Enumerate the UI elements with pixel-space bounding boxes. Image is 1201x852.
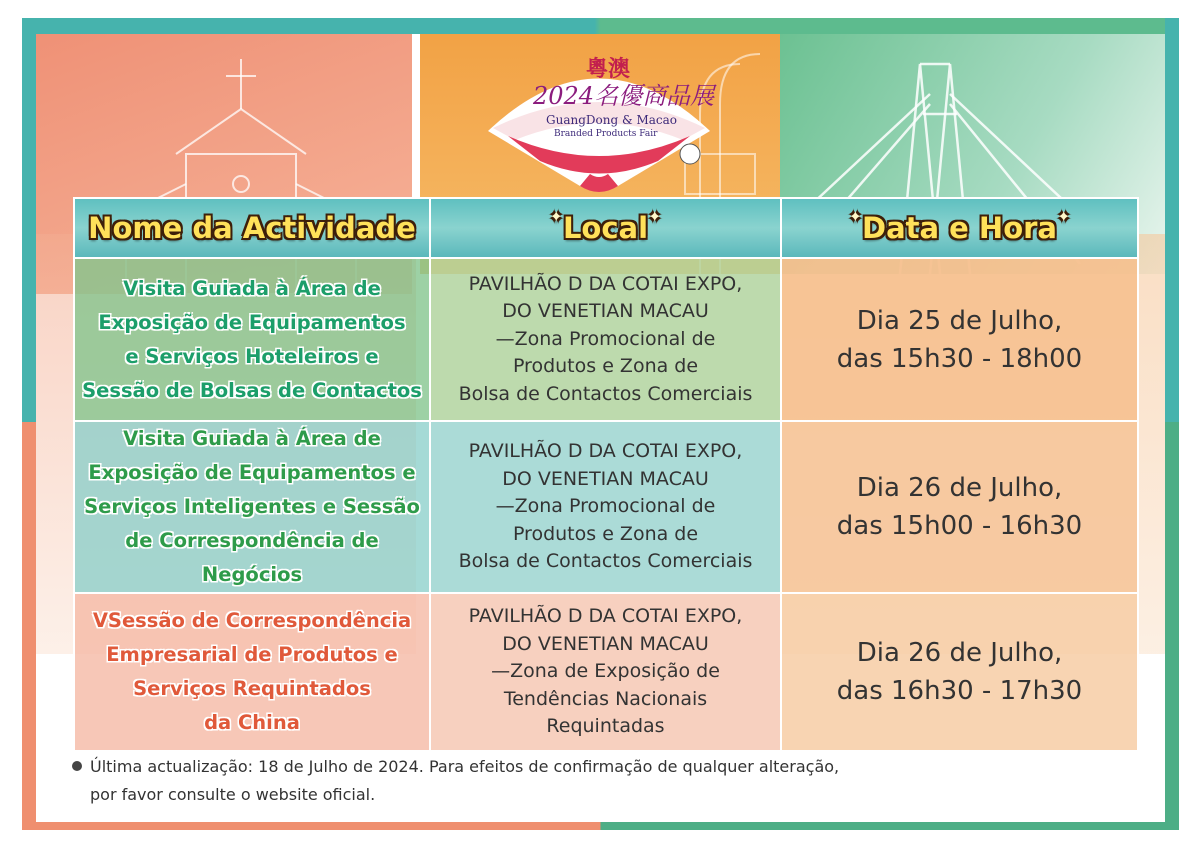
location-line: —Zona Promocional de bbox=[495, 495, 716, 518]
logo-cn-main: 2024名優商品展 bbox=[533, 82, 715, 110]
schedule-table bbox=[73, 197, 1139, 752]
activity-line: Visita Guiada à Área de bbox=[123, 427, 381, 450]
sparkle-icon: ✦ bbox=[1057, 207, 1071, 226]
location-cell bbox=[430, 421, 781, 593]
activity-line: Serviços Requintados bbox=[133, 677, 371, 700]
sparkle-icon: ✦ bbox=[648, 207, 662, 226]
location-cell bbox=[430, 258, 781, 421]
footnote bbox=[72, 753, 972, 809]
location-line: Requintadas bbox=[546, 715, 665, 738]
activity-line: e Serviços Hoteleiros e bbox=[125, 344, 379, 368]
activity-line: de Correspondência de Negócios bbox=[125, 529, 379, 586]
activity-cell bbox=[74, 258, 430, 421]
location-line: —Zona de Exposição de bbox=[491, 660, 720, 683]
location-line: DO VENETIAN MACAU bbox=[502, 300, 709, 323]
location-line: PAVILHÃO D DA COTAI EXPO, bbox=[468, 440, 743, 463]
footnote-line: por favor consulte o website oficial. bbox=[90, 785, 376, 804]
table-header-row bbox=[74, 198, 1138, 258]
activity-line: Visita Guiada à Área de bbox=[123, 276, 381, 300]
location-line: Produtos e Zona de bbox=[512, 355, 699, 378]
sparkle-icon: ✦ bbox=[549, 207, 563, 226]
activity-line: Serviços Inteligentes e Sessão bbox=[84, 495, 420, 518]
logo-en-line2: Branded Products Fair bbox=[554, 129, 658, 139]
activity-cell bbox=[74, 421, 430, 593]
location-line: Produtos e Zona de bbox=[512, 522, 699, 545]
location-line: Tendências Nacionais bbox=[503, 687, 708, 710]
date-line: das 16h30 - 17h30 bbox=[836, 676, 1083, 706]
activity-line: Exposição de Equipamentos bbox=[98, 310, 406, 334]
sparkle-icon: ✦ bbox=[848, 207, 862, 226]
activity-line: Empresarial de Produtos e bbox=[106, 643, 398, 666]
activity-cell bbox=[74, 593, 430, 751]
frame-left-border bbox=[22, 18, 36, 826]
header-date: ✦Data e Hora✦ bbox=[781, 198, 1138, 258]
frame-bottom-border bbox=[22, 822, 1179, 830]
location-line: Bolsa de Contactos Comerciais bbox=[458, 550, 753, 573]
date-line: Dia 26 de Julho, bbox=[856, 473, 1063, 503]
location-cell bbox=[430, 593, 781, 751]
logo-cn-top: 粵澳 bbox=[586, 56, 631, 82]
date-cell bbox=[781, 421, 1138, 593]
bullet-icon bbox=[72, 761, 82, 771]
fair-logo bbox=[468, 36, 730, 194]
table-row bbox=[74, 593, 1138, 751]
fan-logo-graphic bbox=[468, 36, 730, 194]
header-activity: Nome da Actividade bbox=[74, 198, 430, 258]
location-line: DO VENETIAN MACAU bbox=[502, 467, 709, 490]
header-location: ✦Local✦ bbox=[430, 198, 781, 258]
frame-top-border bbox=[22, 18, 1179, 34]
activity-line: VSessão de Correspondência bbox=[92, 609, 412, 632]
activity-line: Sessão de Bolsas de Contactos bbox=[82, 378, 422, 402]
frame-right-border bbox=[1165, 18, 1179, 826]
activity-line: da China bbox=[204, 711, 300, 734]
date-line: das 15h30 - 18h00 bbox=[836, 343, 1083, 374]
date-cell bbox=[781, 258, 1138, 421]
date-cell bbox=[781, 593, 1138, 751]
location-line: PAVILHÃO D DA COTAI EXPO, bbox=[468, 272, 743, 295]
location-line: DO VENETIAN MACAU bbox=[502, 632, 709, 655]
table-row bbox=[74, 421, 1138, 593]
date-line: Dia 25 de Julho, bbox=[856, 305, 1063, 336]
logo-en-line1: GuangDong & Macao bbox=[546, 113, 677, 127]
location-line: Bolsa de Contactos Comerciais bbox=[458, 382, 753, 405]
activity-line: Exposição de Equipamentos e bbox=[88, 461, 416, 484]
location-line: PAVILHÃO D DA COTAI EXPO, bbox=[468, 605, 743, 628]
date-line: Dia 26 de Julho, bbox=[856, 638, 1063, 668]
location-line: —Zona Promocional de bbox=[495, 327, 716, 350]
date-line: das 15h00 - 16h30 bbox=[836, 511, 1083, 541]
logo-badge-icon bbox=[680, 144, 700, 164]
table-row bbox=[74, 258, 1138, 421]
footnote-line: Última actualização: 18 de Julho de 2024. Para efeitos de confirmação de qualquer alteração, bbox=[90, 757, 840, 776]
